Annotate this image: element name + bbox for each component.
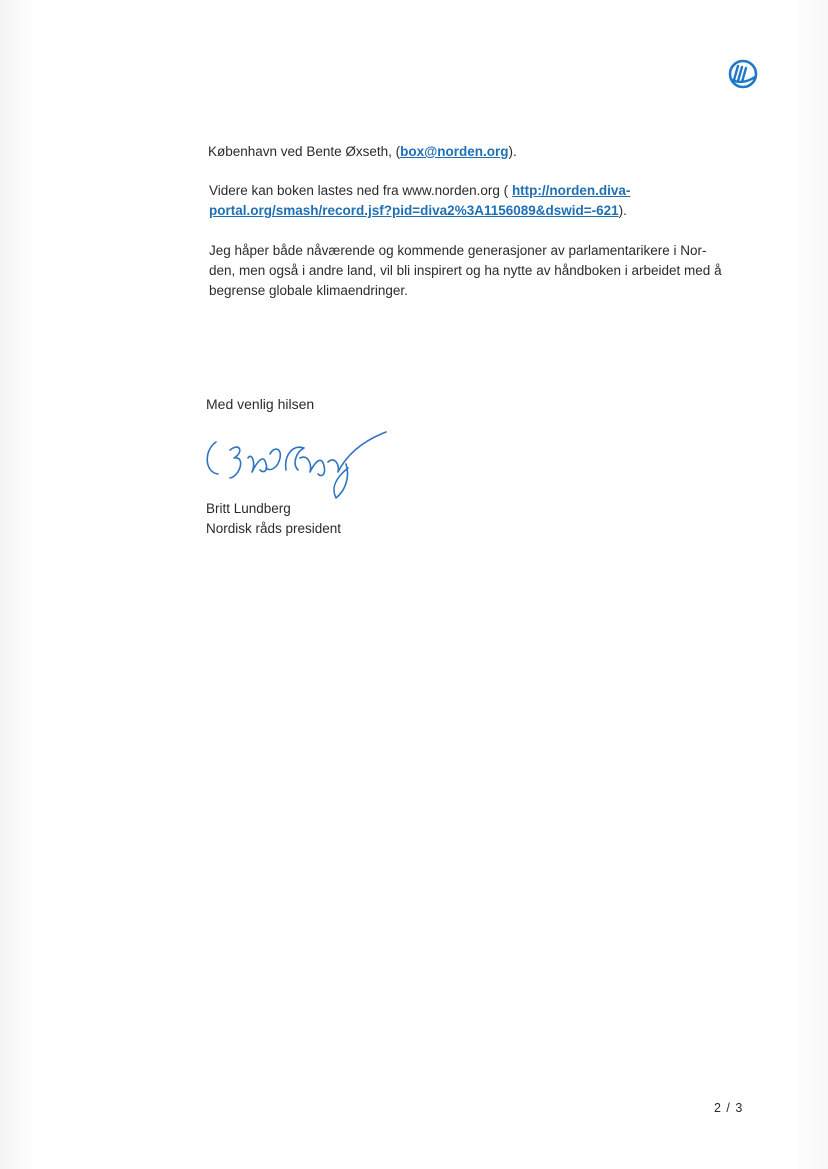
signer-title: Nordisk råds president bbox=[206, 521, 342, 536]
signer-name: Britt Lundberg bbox=[206, 501, 291, 516]
contact-text: København ved Bente Øxseth, ( bbox=[208, 144, 401, 159]
hope-line-3: begrense globale klimaendringer. bbox=[209, 283, 408, 298]
hope-paragraph bbox=[209, 241, 769, 301]
nordic-swan-logo-icon bbox=[727, 58, 759, 90]
hope-line-2: den, men også i andre land, vil bli inspirert og ha nytte av håndboken i arbeidet med å bbox=[209, 263, 722, 278]
contact-suffix: ). bbox=[508, 144, 517, 159]
email-link[interactable]: box@norden.org bbox=[400, 144, 509, 159]
contact-paragraph bbox=[208, 142, 517, 162]
download-line-1 bbox=[209, 181, 769, 201]
handwritten-signature bbox=[200, 428, 395, 504]
download-text: Videre kan boken lastes ned fra www.norden.org ( bbox=[209, 183, 512, 198]
download-url-link-part2[interactable]: portal.org/smash/record.jsf?pid=diva2%3A1156089&dswid=-621 bbox=[209, 203, 619, 218]
hope-line-1: Jeg håper både nåværende og kommende generasjoner av parlamentarikere i Nor- bbox=[209, 243, 707, 258]
download-line-2 bbox=[209, 201, 769, 221]
page-number: 2 / 3 bbox=[714, 1101, 744, 1115]
download-url-link-part1[interactable]: http://norden.diva- bbox=[511, 183, 631, 198]
download-paragraph bbox=[209, 181, 769, 221]
signer-block bbox=[206, 499, 341, 539]
closing-greeting: Med venlig hilsen bbox=[206, 396, 315, 412]
download-suffix: ). bbox=[618, 203, 627, 218]
